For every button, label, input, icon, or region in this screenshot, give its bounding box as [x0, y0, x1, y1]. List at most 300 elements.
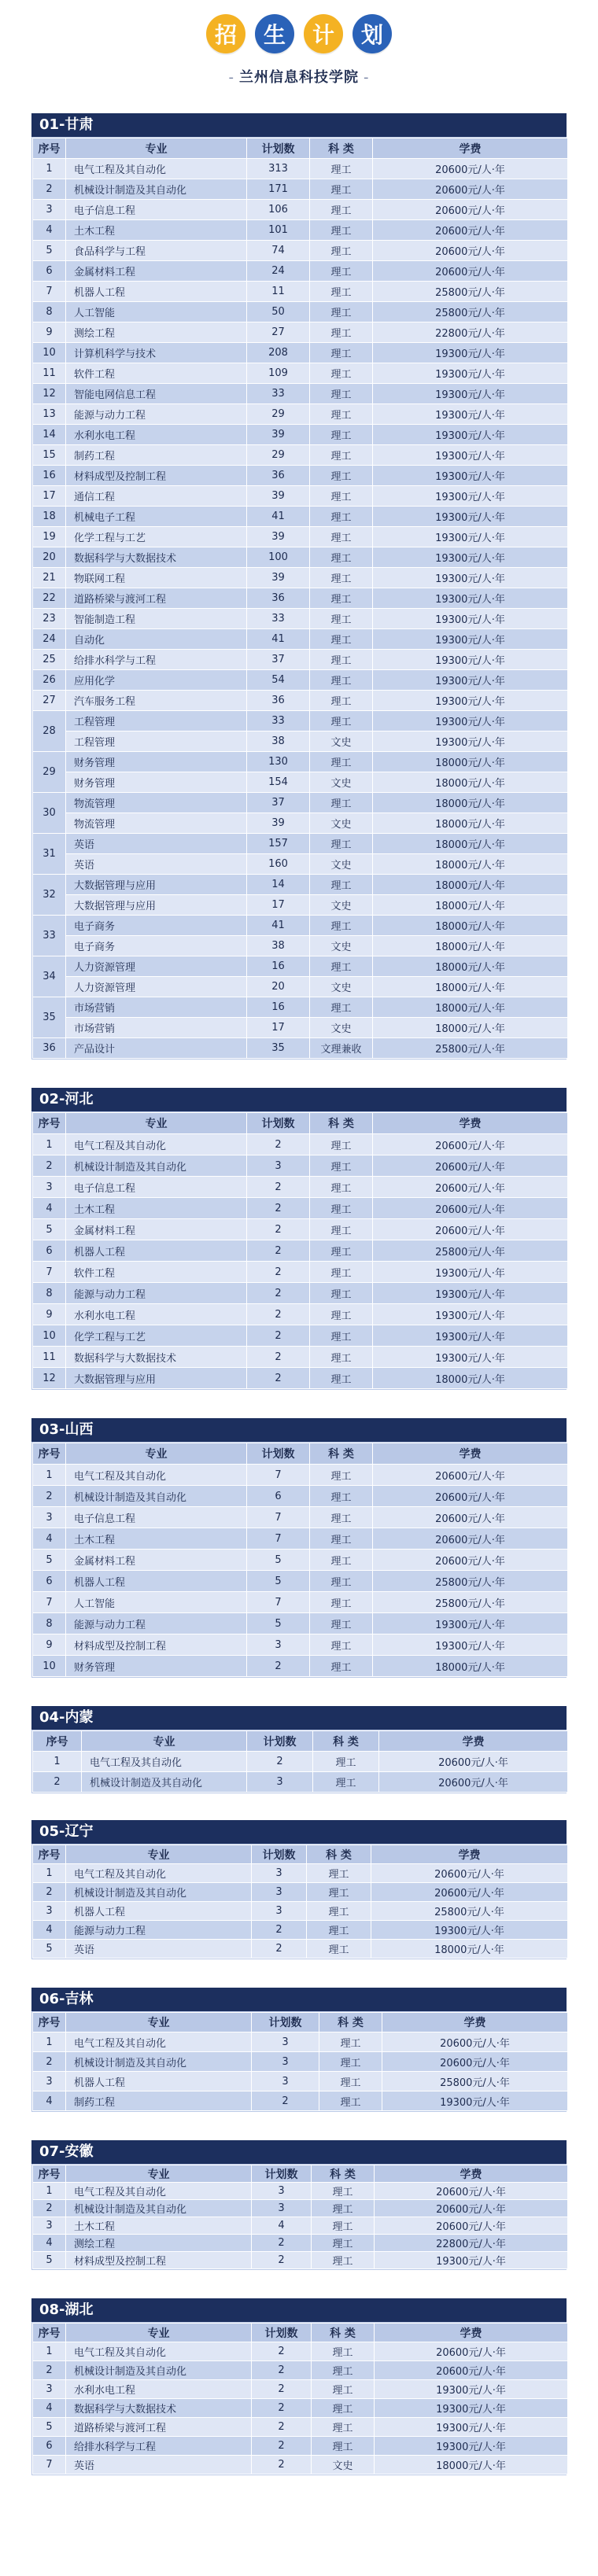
- table-row: [33, 997, 568, 1018]
- table-row: [33, 691, 568, 711]
- cell-fee: 18000元/人·年: [373, 1368, 568, 1389]
- header-fee: 学费: [379, 1731, 568, 1752]
- table-row: [33, 1219, 568, 1240]
- section-jilin: [31, 1988, 567, 2112]
- cell-major: 市场营销: [66, 1018, 247, 1038]
- cell-index: 3: [33, 2072, 66, 2091]
- table-row: [33, 1155, 568, 1177]
- header-index: 序号: [33, 138, 66, 159]
- cell-plan: 17: [247, 895, 310, 916]
- cell-category: 理工: [310, 1507, 373, 1528]
- cell-fee: 19300元/人·年: [373, 547, 568, 568]
- header-fee: 学费: [373, 1113, 568, 1134]
- table-row: [33, 916, 568, 936]
- cell-plan: 14: [247, 875, 310, 895]
- cell-fee: 19300元/人·年: [373, 1634, 568, 1656]
- cell-category: 理工: [310, 261, 373, 282]
- table-row: [33, 588, 568, 609]
- table-row: [33, 1634, 568, 1656]
- cell-category: 理工: [310, 547, 373, 568]
- cell-major: 金属材料工程: [66, 1219, 247, 1240]
- cell-fee: 20600元/人·年: [373, 1528, 568, 1550]
- table-row: [33, 1613, 568, 1634]
- cell-fee: 20600元/人·年: [373, 261, 568, 282]
- cell-category: 理工: [310, 1155, 373, 1177]
- cell-plan: 157: [247, 834, 310, 854]
- cell-category: 理工: [310, 997, 373, 1018]
- cell-index: 24: [33, 629, 66, 650]
- section-title: 02-河北: [31, 1088, 567, 1111]
- table-row: [33, 1864, 568, 1883]
- cell-category: 理工: [310, 691, 373, 711]
- cell-category: 理工: [312, 2361, 375, 2380]
- cell-index: 4: [33, 220, 66, 241]
- cell-index: 21: [33, 568, 66, 588]
- cell-category: 理工: [312, 2183, 375, 2200]
- cell-fee: 18000元/人·年: [373, 1018, 568, 1038]
- cell-major: 物流管理: [66, 793, 247, 813]
- table-row: [33, 1304, 568, 1325]
- cell-plan: 2: [252, 2361, 312, 2380]
- cell-category: 理工: [310, 159, 373, 179]
- header-plan: 计划数: [247, 1113, 310, 1134]
- header-category: 科 类: [310, 1113, 373, 1134]
- table-row: [33, 1940, 568, 1959]
- cell-fee: 20600元/人·年: [379, 1772, 568, 1793]
- table-row: [33, 2235, 568, 2252]
- cell-major: 机械设计制造及其自动化: [66, 2052, 252, 2072]
- header: [0, 0, 598, 101]
- cell-index: 4: [33, 2235, 66, 2252]
- cell-plan: 39: [247, 813, 310, 834]
- subtitle-dash-right: -: [364, 69, 370, 86]
- subtitle-dash-left: -: [228, 69, 234, 86]
- table-row: [33, 2361, 568, 2380]
- table-wrapper: [31, 2011, 567, 2112]
- enrollment-table: [32, 1112, 568, 1389]
- cell-major: 机械电子工程: [66, 507, 247, 527]
- table-row: [33, 752, 568, 772]
- cell-plan: 39: [247, 486, 310, 507]
- cell-plan: 2: [252, 2380, 312, 2399]
- cell-index: 10: [33, 1656, 66, 1677]
- cell-major: 化学工程与工艺: [66, 1325, 247, 1347]
- cell-plan: 3: [252, 2032, 319, 2052]
- cell-plan: 38: [247, 936, 310, 956]
- cell-major: 能源与动力工程: [66, 1613, 247, 1634]
- cell-fee: 20600元/人·年: [373, 1155, 568, 1177]
- cell-fee: 20600元/人·年: [382, 2052, 568, 2072]
- cell-index: 35: [33, 997, 66, 1038]
- cell-plan: 2: [247, 1325, 310, 1347]
- header-plan: 计划数: [252, 2013, 319, 2032]
- cell-plan: 2: [252, 2252, 312, 2269]
- section-gansu: [31, 113, 567, 1060]
- table-row: [33, 1465, 568, 1486]
- cell-fee: 20600元/人·年: [371, 1883, 568, 1902]
- table-header-row: [33, 2324, 568, 2342]
- cell-fee: 19300元/人·年: [371, 1921, 568, 1940]
- cell-major: 电气工程及其自动化: [66, 2183, 252, 2200]
- header-index: 序号: [33, 1113, 66, 1134]
- cell-index: 1: [33, 2342, 66, 2361]
- cell-index: 23: [33, 609, 66, 629]
- header-major: 专业: [66, 1845, 252, 1864]
- table-row: [33, 956, 568, 977]
- cell-index: 26: [33, 670, 66, 691]
- header-plan: 计划数: [252, 2324, 312, 2342]
- section-hebei: [31, 1088, 567, 1390]
- table-row: [33, 834, 568, 854]
- cell-major: 软件工程: [66, 363, 247, 384]
- school-subtitle: [0, 66, 598, 87]
- cell-index: 25: [33, 650, 66, 670]
- cell-fee: 22800元/人·年: [373, 322, 568, 343]
- table-row: [33, 1240, 568, 1262]
- cell-index: 17: [33, 486, 66, 507]
- section-title: 01-甘肃: [31, 113, 567, 137]
- cell-category: 理工: [310, 568, 373, 588]
- table-row: [33, 261, 568, 282]
- table-row: [33, 1038, 568, 1059]
- cell-plan: 36: [247, 691, 310, 711]
- header-index: 序号: [33, 1443, 66, 1465]
- cell-major: 材料成型及控制工程: [66, 466, 247, 486]
- enrollment-table: [32, 1844, 568, 1959]
- cell-index: 9: [33, 1304, 66, 1325]
- cell-category: 理工: [313, 1752, 379, 1772]
- cell-index: 9: [33, 322, 66, 343]
- cell-category: 理工: [310, 629, 373, 650]
- cell-major: 制药工程: [66, 445, 247, 466]
- cell-fee: 18000元/人·年: [373, 936, 568, 956]
- cell-category: 文史: [310, 977, 373, 997]
- cell-fee: 18000元/人·年: [373, 875, 568, 895]
- section-title: 03-山西: [31, 1418, 567, 1442]
- table-row: [33, 2183, 568, 2200]
- cell-index: 8: [33, 1613, 66, 1634]
- cell-index: 29: [33, 752, 66, 793]
- cell-major: 财务管理: [66, 772, 247, 793]
- cell-plan: 5: [247, 1571, 310, 1592]
- cell-fee: 25800元/人·年: [373, 1571, 568, 1592]
- header-major: 专业: [66, 138, 247, 159]
- header-major: 专业: [66, 2165, 252, 2183]
- cell-category: 理工: [310, 1368, 373, 1389]
- cell-category: 理工: [310, 670, 373, 691]
- cell-plan: 3: [252, 2200, 312, 2217]
- table-row: [33, 2217, 568, 2235]
- cell-fee: 20600元/人·年: [373, 1465, 568, 1486]
- header-fee: 学费: [382, 2013, 568, 2032]
- cell-category: 理工: [319, 2032, 382, 2052]
- cell-fee: 19300元/人·年: [373, 507, 568, 527]
- cell-major: 食品科学与工程: [66, 241, 247, 261]
- cell-fee: 20600元/人·年: [373, 241, 568, 261]
- cell-major: 机械设计制造及其自动化: [82, 1772, 247, 1793]
- cell-category: 理工: [307, 1883, 371, 1902]
- table-row: [33, 486, 568, 507]
- table-row: [33, 1883, 568, 1902]
- cell-fee: 19300元/人·年: [373, 568, 568, 588]
- cell-plan: 2: [247, 1177, 310, 1198]
- cell-fee: 18000元/人·年: [373, 1656, 568, 1677]
- cell-major: 电气工程及其自动化: [66, 159, 247, 179]
- school-name: 兰州信息科技学院: [239, 69, 359, 86]
- cell-major: 电子信息工程: [66, 200, 247, 220]
- table-row: [33, 282, 568, 302]
- cell-plan: 54: [247, 670, 310, 691]
- header-major: 专业: [82, 1731, 247, 1752]
- cell-index: 2: [33, 1883, 66, 1902]
- cell-category: 理工: [307, 1902, 371, 1921]
- cell-index: 4: [33, 2091, 66, 2111]
- cell-fee: 25800元/人·年: [371, 1902, 568, 1921]
- cell-fee: 19300元/人·年: [373, 1283, 568, 1304]
- table-row: [33, 220, 568, 241]
- cell-fee: 19300元/人·年: [373, 711, 568, 732]
- cell-category: 理工: [310, 527, 373, 547]
- table-row: [33, 527, 568, 547]
- cell-index: 3: [33, 1902, 66, 1921]
- cell-fee: 25800元/人·年: [373, 282, 568, 302]
- cell-index: 6: [33, 2437, 66, 2456]
- section-shanxi: [31, 1418, 567, 1678]
- cell-major: 人工智能: [66, 302, 247, 322]
- cell-index: 2: [33, 2200, 66, 2217]
- table-header-row: [33, 1731, 568, 1752]
- cell-fee: 20600元/人·年: [371, 1864, 568, 1883]
- table-row: [33, 568, 568, 588]
- cell-fee: 19300元/人·年: [373, 1325, 568, 1347]
- cell-index: 4: [33, 2399, 66, 2418]
- cell-major: 大数据管理与应用: [66, 1368, 247, 1389]
- cell-category: 理工: [310, 1592, 373, 1613]
- cell-category: 理工: [310, 1198, 373, 1219]
- cell-plan: 41: [247, 916, 310, 936]
- cell-major: 土木工程: [66, 1528, 247, 1550]
- cell-major: 电子商务: [66, 936, 247, 956]
- cell-index: 6: [33, 1571, 66, 1592]
- cell-plan: 29: [247, 404, 310, 425]
- table-row: [33, 936, 568, 956]
- cell-category: 理工: [310, 711, 373, 732]
- cell-plan: 160: [247, 854, 310, 875]
- cell-plan: 37: [247, 650, 310, 670]
- cell-fee: 20600元/人·年: [375, 2361, 568, 2380]
- header-index: 序号: [33, 2165, 66, 2183]
- cell-category: 理工: [310, 322, 373, 343]
- table-row: [33, 609, 568, 629]
- cell-major: 工程管理: [66, 711, 247, 732]
- cell-index: 6: [33, 1240, 66, 1262]
- cell-plan: 100: [247, 547, 310, 568]
- cell-index: 3: [33, 2217, 66, 2235]
- cell-fee: 18000元/人·年: [373, 854, 568, 875]
- cell-fee: 18000元/人·年: [373, 772, 568, 793]
- cell-index: 15: [33, 445, 66, 466]
- cell-plan: 2: [252, 2418, 312, 2437]
- table-wrapper: [31, 1111, 567, 1390]
- table-wrapper: [31, 1730, 567, 1793]
- cell-category: 理工: [310, 507, 373, 527]
- cell-plan: 6: [247, 1486, 310, 1507]
- cell-major: 机械设计制造及其自动化: [66, 1883, 252, 1902]
- table-row: [33, 2052, 568, 2072]
- cell-fee: 19300元/人·年: [373, 691, 568, 711]
- cell-major: 电子信息工程: [66, 1507, 247, 1528]
- cell-fee: 25800元/人·年: [373, 1038, 568, 1059]
- table-row: [33, 507, 568, 527]
- cell-category: 文史: [310, 772, 373, 793]
- cell-category: 理工: [310, 466, 373, 486]
- cell-index: 31: [33, 834, 66, 875]
- cell-major: 能源与动力工程: [66, 1283, 247, 1304]
- table-row: [33, 302, 568, 322]
- cell-fee: 18000元/人·年: [373, 834, 568, 854]
- cell-major: 应用化学: [66, 670, 247, 691]
- cell-fee: 19300元/人·年: [373, 732, 568, 752]
- cell-category: 理工: [310, 1613, 373, 1634]
- cell-plan: 2: [247, 1219, 310, 1240]
- cell-index: 8: [33, 302, 66, 322]
- table-row: [33, 1921, 568, 1940]
- cell-category: 理工: [310, 650, 373, 670]
- cell-major: 能源与动力工程: [66, 1921, 252, 1940]
- header-category: 科 类: [307, 1845, 371, 1864]
- cell-major: 材料成型及控制工程: [66, 2252, 252, 2269]
- cell-category: 理工: [310, 220, 373, 241]
- cell-fee: 19300元/人·年: [382, 2091, 568, 2111]
- cell-fee: 20600元/人·年: [382, 2032, 568, 2052]
- cell-fee: 19300元/人·年: [375, 2418, 568, 2437]
- cell-fee: 18000元/人·年: [373, 793, 568, 813]
- cell-index: 12: [33, 1368, 66, 1389]
- cell-major: 电气工程及其自动化: [66, 1864, 252, 1883]
- cell-plan: 2: [247, 1752, 313, 1772]
- table-row: [33, 445, 568, 466]
- table-row: [33, 241, 568, 261]
- header-category: 科 类: [312, 2165, 375, 2183]
- cell-fee: 25800元/人·年: [373, 1592, 568, 1613]
- cell-fee: 20600元/人·年: [375, 2183, 568, 2200]
- cell-fee: 19300元/人·年: [375, 2252, 568, 2269]
- cell-category: 理工: [312, 2217, 375, 2235]
- cell-category: 理工: [310, 384, 373, 404]
- cell-major: 产品设计: [66, 1038, 247, 1059]
- cell-fee: 19300元/人·年: [375, 2399, 568, 2418]
- cell-plan: 154: [247, 772, 310, 793]
- cell-major: 汽车服务工程: [66, 691, 247, 711]
- cell-index: 22: [33, 588, 66, 609]
- cell-plan: 50: [247, 302, 310, 322]
- table-row: [33, 343, 568, 363]
- cell-major: 电气工程及其自动化: [66, 2032, 252, 2052]
- cell-index: 1: [33, 1864, 66, 1883]
- header-major: 专业: [66, 2324, 252, 2342]
- cell-fee: 20600元/人·年: [375, 2217, 568, 2235]
- cell-category: 理工: [310, 363, 373, 384]
- table-row: [33, 2200, 568, 2217]
- cell-plan: 33: [247, 384, 310, 404]
- cell-fee: 18000元/人·年: [373, 977, 568, 997]
- table-row: [33, 650, 568, 670]
- cell-category: 文史: [312, 2456, 375, 2475]
- cell-plan: 3: [252, 1902, 307, 1921]
- table-row: [33, 1656, 568, 1677]
- cell-index: 4: [33, 1528, 66, 1550]
- cell-index: 28: [33, 711, 66, 752]
- cell-index: 4: [33, 1198, 66, 1219]
- header-index: 序号: [33, 2013, 66, 2032]
- cell-fee: 19300元/人·年: [373, 1613, 568, 1634]
- cell-category: 理工: [310, 445, 373, 466]
- cell-fee: 20600元/人·年: [373, 159, 568, 179]
- section-title: 04-内蒙: [31, 1706, 567, 1730]
- cell-plan: 16: [247, 997, 310, 1018]
- cell-category: 理工: [310, 302, 373, 322]
- cell-plan: 33: [247, 711, 310, 732]
- cell-category: 理工: [312, 2200, 375, 2217]
- cell-index: 12: [33, 384, 66, 404]
- table-row: [33, 2380, 568, 2399]
- cell-category: 理工: [310, 916, 373, 936]
- cell-fee: 19300元/人·年: [373, 445, 568, 466]
- cell-fee: 20600元/人·年: [373, 1134, 568, 1155]
- cell-category: 理工: [319, 2072, 382, 2091]
- cell-fee: 19300元/人·年: [373, 425, 568, 445]
- cell-index: 1: [33, 1465, 66, 1486]
- header-major: 专业: [66, 2013, 252, 2032]
- header-major: 专业: [66, 1443, 247, 1465]
- table-row: [33, 670, 568, 691]
- cell-major: 工程管理: [66, 732, 247, 752]
- header-fee: 学费: [373, 138, 568, 159]
- cell-category: 理工: [319, 2052, 382, 2072]
- table-row: [33, 813, 568, 834]
- cell-index: 36: [33, 1038, 66, 1059]
- table-row: [33, 1528, 568, 1550]
- cell-category: 理工: [310, 1177, 373, 1198]
- table-row: [33, 159, 568, 179]
- cell-major: 电气工程及其自动化: [66, 1465, 247, 1486]
- cell-index: 7: [33, 2456, 66, 2475]
- cell-major: 智能制造工程: [66, 609, 247, 629]
- cell-index: 30: [33, 793, 66, 834]
- cell-category: 理工: [319, 2091, 382, 2111]
- cell-fee: 20600元/人·年: [373, 1486, 568, 1507]
- cell-index: 9: [33, 1634, 66, 1656]
- header-index: 序号: [33, 2324, 66, 2342]
- table-row: [33, 793, 568, 813]
- header-major: 专业: [66, 1113, 247, 1134]
- cell-category: 理工: [310, 200, 373, 220]
- cell-major: 电气工程及其自动化: [66, 2342, 252, 2361]
- cell-major: 电气工程及其自动化: [66, 1134, 247, 1155]
- cell-major: 机器人工程: [66, 282, 247, 302]
- cell-major: 材料成型及控制工程: [66, 1634, 247, 1656]
- cell-fee: 18000元/人·年: [373, 813, 568, 834]
- cell-plan: 101: [247, 220, 310, 241]
- cell-index: 19: [33, 527, 66, 547]
- table-row: [33, 1772, 568, 1793]
- cell-index: 5: [33, 241, 66, 261]
- cell-index: 2: [33, 1486, 66, 1507]
- cell-major: 英语: [66, 834, 247, 854]
- header-category: 科 类: [312, 2324, 375, 2342]
- cell-major: 水利水电工程: [66, 425, 247, 445]
- header-plan: 计划数: [247, 1731, 313, 1752]
